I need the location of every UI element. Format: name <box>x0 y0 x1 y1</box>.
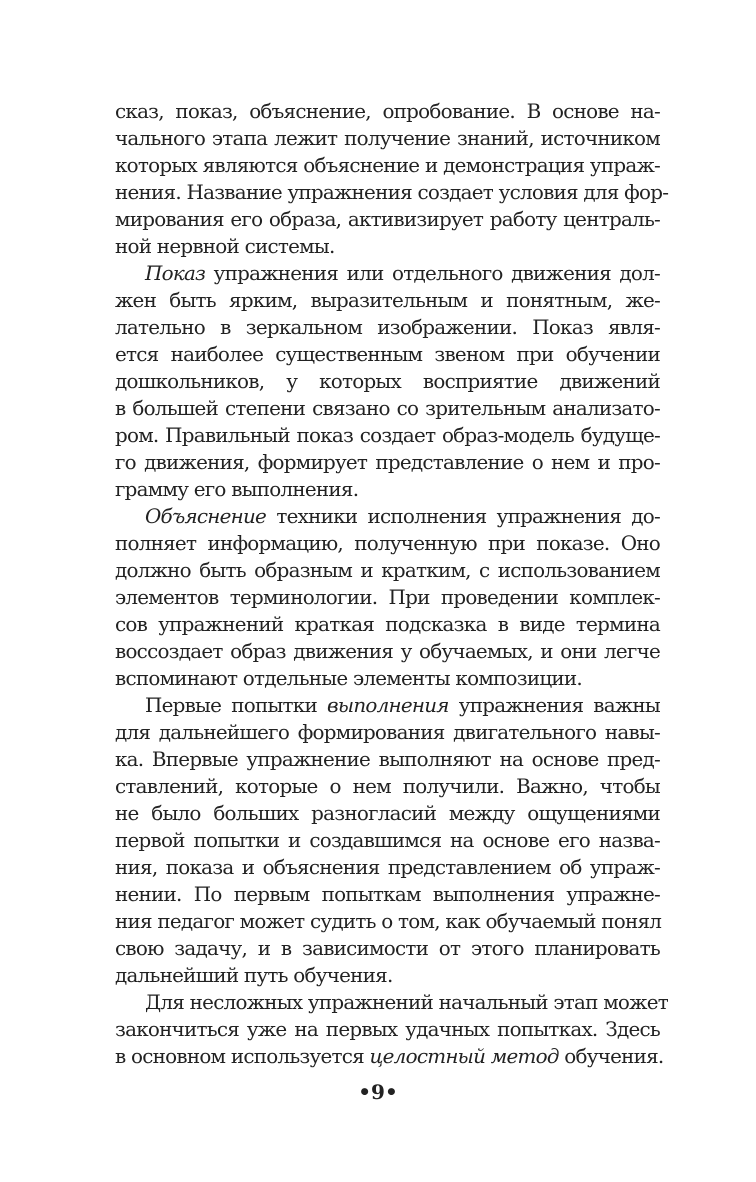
text-line: сов упражнений краткая подсказка в виде термина <box>115 613 660 636</box>
term-italic: выполнения <box>327 694 449 717</box>
text-line: закончиться уже на первых удачных попытках. Здесь <box>115 1018 660 1041</box>
text-line <box>115 1043 664 1070</box>
text-line: лательно в зеркальном изображении. Показ явля- <box>115 316 660 339</box>
text-line: ром. Правильный показ создает образ-модель будуще- <box>115 424 660 447</box>
text-line: жен быть ярким, выразительным и понятным, же- <box>115 289 660 312</box>
text-span: упражнения важны <box>448 694 660 717</box>
paragraph-first-line: Для несложных упражнений начальный этап может <box>145 991 668 1014</box>
text-span: упражнения или отдельного движения дол- <box>205 262 660 285</box>
text-line: мирования его образа, активизирует работу централь- <box>115 208 660 231</box>
text-line: воссоздает образ движения у обучаемых, и они легче <box>115 640 660 663</box>
text-line: первой попытки и создавшимся на основе его назва- <box>115 829 660 852</box>
text-line: нения. Название упражнения создает условия для фор- <box>115 181 669 204</box>
text-line: ния педагог может судить о том, как обучаемый понял <box>115 910 662 933</box>
text-span: Первые попытки <box>145 694 328 717</box>
text-line: дальнейший путь обучения. <box>115 964 393 987</box>
term-italic: Показ <box>145 262 206 285</box>
page-number: •9• <box>358 1080 398 1104</box>
text-line: ставлений, которые о нем получили. Важно, чтобы <box>115 775 660 798</box>
text-line: сказ, показ, объяснение, опробование. В основе на- <box>115 100 660 123</box>
text-line: ния, показа и объяснения представлением об упраж- <box>115 856 660 879</box>
text-line: вспоминают отдельные элементы композиции. <box>115 667 583 690</box>
text-line: ной нервной системы. <box>115 235 335 258</box>
paragraph-first-line <box>145 503 660 530</box>
text-line: не было больших разногласий между ощущениями <box>115 802 660 825</box>
text-span: в основном используется <box>115 1045 370 1068</box>
paragraph-first-line <box>145 692 660 719</box>
text-line: дошкольников, у которых восприятие движений <box>115 370 660 393</box>
text-line: ка. Впервые упражнение выполняют на основе пред- <box>115 748 660 771</box>
text-line: которых являются объяснение и демонстрация упраж- <box>115 154 660 177</box>
text-line: нении. По первым попыткам выполнения упражне- <box>115 883 660 906</box>
term-italic: Объяснение <box>145 505 267 528</box>
text-line: грамму его выполнения. <box>115 478 359 501</box>
text-line: го движения, формирует представление о нем и про- <box>115 451 660 474</box>
paragraph-first-line <box>145 260 660 287</box>
text-span: обучения. <box>558 1045 664 1068</box>
text-line: полняет информацию, полученную при показе. Оно <box>115 532 660 555</box>
text-line: в большей степени связано со зрительным анализато- <box>115 397 660 420</box>
text-line: свою задачу, и в зависимости от этого планировать <box>115 937 660 960</box>
text-line: должно быть образным и кратким, с использованием <box>115 559 660 582</box>
text-line: элементов терминологии. При проведении комплек- <box>115 586 660 609</box>
text-span: техники исполнения упражнения до- <box>266 505 660 528</box>
term-italic: целостный метод <box>369 1045 559 1068</box>
text-line: для дальнейшего формирования двигательного навы- <box>115 721 660 744</box>
text-line: чального этапа лежит получение знаний, источником <box>115 127 660 150</box>
text-line: ется наиболее существенным звеном при обучении <box>115 343 660 366</box>
